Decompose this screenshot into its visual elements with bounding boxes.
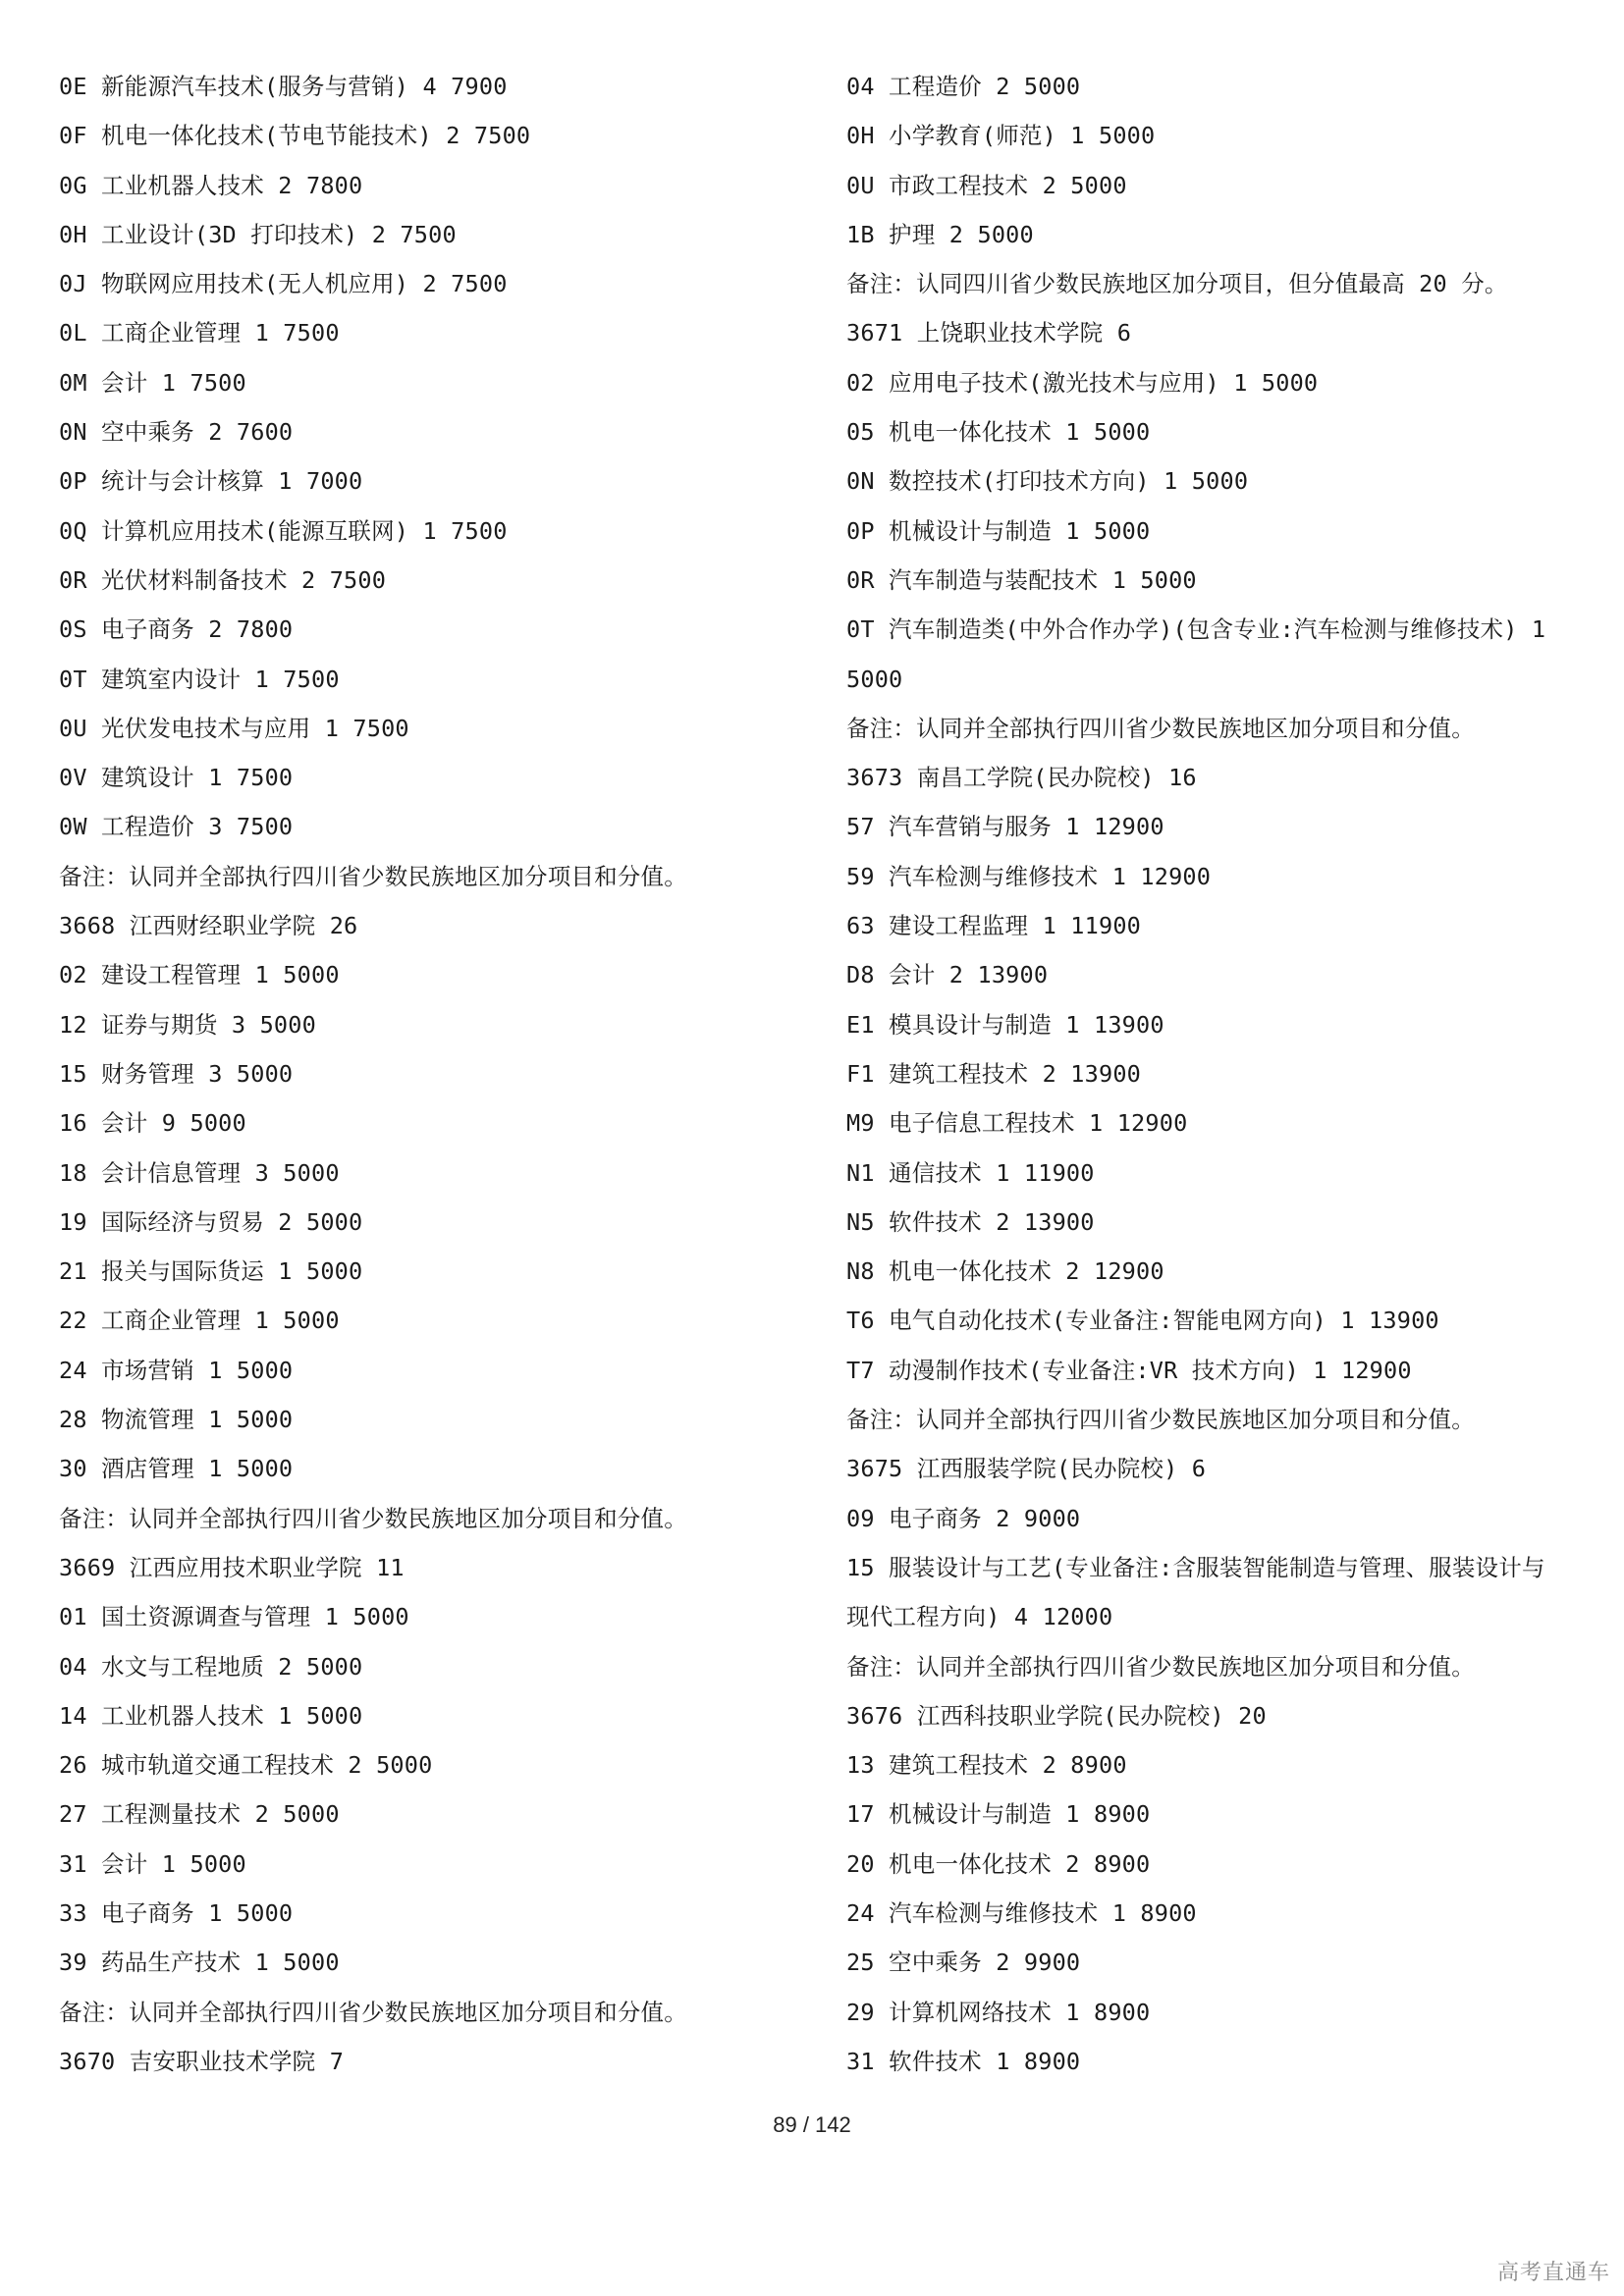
text-line: 01 国土资源调查与管理 1 5000 bbox=[59, 1603, 409, 1631]
text-line: 0H 小学教育(师范) 1 5000 bbox=[846, 122, 1156, 150]
text-line: N1 通信技术 1 11900 bbox=[846, 1158, 1095, 1187]
text-line: 27 工程测量技术 2 5000 bbox=[59, 1800, 340, 1829]
text-line: 3673 南昌工学院(民办院校) 16 bbox=[846, 764, 1197, 792]
text-line: 59 汽车检测与维修技术 1 12900 bbox=[846, 862, 1212, 890]
text-line: 0N 数控技术(打印技术方向) 1 5000 bbox=[846, 467, 1249, 496]
text-line: 25 空中乘务 2 9900 bbox=[846, 1949, 1081, 1977]
text-line: 28 物流管理 1 5000 bbox=[59, 1406, 294, 1434]
text-line: 0H 工业设计(3D 打印技术) 2 7500 bbox=[59, 220, 457, 248]
text-line: 63 建设工程监理 1 11900 bbox=[846, 912, 1142, 940]
text-line: 0U 市政工程技术 2 5000 bbox=[846, 171, 1127, 199]
text-line: N8 机电一体化技术 2 12900 bbox=[846, 1257, 1164, 1286]
text-line: 3675 江西服装学院(民办院校) 6 bbox=[846, 1455, 1207, 1483]
text-line: 0W 工程造价 3 7500 bbox=[59, 813, 294, 841]
text-line: 0E 新能源汽车技术(服务与营销) 4 7900 bbox=[59, 73, 508, 100]
text-line: 18 会计信息管理 3 5000 bbox=[59, 1158, 340, 1187]
text-line: 17 机械设计与制造 1 8900 bbox=[846, 1800, 1151, 1829]
text-line: 0R 光伏材料制备技术 2 7500 bbox=[59, 565, 387, 594]
text-line: 0Q 计算机应用技术(能源互联网) 1 7500 bbox=[59, 516, 508, 545]
page-number: 89 / 142 bbox=[773, 2112, 851, 2137]
text-line: 04 水文与工程地质 2 5000 bbox=[59, 1652, 363, 1681]
text-line: T6 电气自动化技术(专业备注:智能电网方向) 1 13900 bbox=[846, 1307, 1439, 1335]
text-line: N5 软件技术 2 13900 bbox=[846, 1207, 1095, 1236]
text-line: 备注：认同并全部执行四川省少数民族地区加分项目和分值。 bbox=[846, 1652, 1475, 1681]
text-line: 3670 吉安职业技术学院 7 bbox=[59, 2047, 345, 2075]
left-column bbox=[59, 62, 825, 2086]
text-line: 3671 上饶职业技术学院 6 bbox=[846, 319, 1132, 347]
text-line: 20 机电一体化技术 2 8900 bbox=[846, 1849, 1151, 1878]
text-line: 0P 机械设计与制造 1 5000 bbox=[846, 516, 1151, 545]
text-line: 5000 bbox=[846, 665, 903, 693]
watermark-text: 高考直通车 bbox=[1496, 2261, 1610, 2285]
text-line: 39 药品生产技术 1 5000 bbox=[59, 1949, 340, 1977]
text-line: 1B 护理 2 5000 bbox=[846, 220, 1034, 248]
text-line: 0G 工业机器人技术 2 7800 bbox=[59, 171, 363, 199]
text-line: 现代工程方向) 4 12000 bbox=[846, 1603, 1113, 1631]
text-line: 0V 建筑设计 1 7500 bbox=[59, 764, 294, 792]
text-line: 12 证券与期货 3 5000 bbox=[59, 1010, 316, 1039]
text-line: T7 动漫制作技术(专业备注:VR 技术方向) 1 12900 bbox=[846, 1356, 1412, 1384]
text-line: 0U 光伏发电技术与应用 1 7500 bbox=[59, 714, 409, 742]
text-line: 19 国际经济与贸易 2 5000 bbox=[59, 1207, 363, 1236]
text-line: 3676 江西科技职业学院(民办院校) 20 bbox=[846, 1701, 1267, 1730]
text-line: 26 城市轨道交通工程技术 2 5000 bbox=[59, 1751, 433, 1780]
text-line: 备注：认同四川省少数民族地区加分项目，但分值最高 20 分。 bbox=[846, 270, 1508, 298]
text-line: 29 计算机网络技术 1 8900 bbox=[846, 1998, 1151, 2026]
text-line: 14 工业机器人技术 1 5000 bbox=[59, 1701, 363, 1730]
text-line: 24 汽车检测与维修技术 1 8900 bbox=[846, 1898, 1197, 1927]
text-line: 0S 电子商务 2 7800 bbox=[59, 615, 294, 644]
text-line: 09 电子商务 2 9000 bbox=[846, 1504, 1081, 1532]
text-line: 31 软件技术 1 8900 bbox=[846, 2047, 1081, 2075]
text-line: 0M 会计 1 7500 bbox=[59, 368, 246, 397]
text-line: F1 建筑工程技术 2 13900 bbox=[846, 1059, 1142, 1088]
text-line: 0L 工商企业管理 1 7500 bbox=[59, 319, 340, 347]
text-line: 0P 统计与会计核算 1 7000 bbox=[59, 467, 363, 496]
text-line: 0T 汽车制造类(中外合作办学)(包含专业:汽车检测与维修技术) 1 bbox=[846, 615, 1546, 644]
right-column bbox=[846, 62, 1593, 2086]
text-line: 0F 机电一体化技术(节电节能技术) 2 7500 bbox=[59, 122, 531, 150]
text-line: 0T 建筑室内设计 1 7500 bbox=[59, 665, 340, 693]
text-line: 0R 汽车制造与装配技术 1 5000 bbox=[846, 565, 1197, 594]
text-line: 13 建筑工程技术 2 8900 bbox=[846, 1751, 1127, 1780]
text-line: 备注：认同并全部执行四川省少数民族地区加分项目和分值。 bbox=[846, 714, 1475, 742]
text-line: 备注：认同并全部执行四川省少数民族地区加分项目和分值。 bbox=[59, 862, 687, 890]
text-line: 15 服装设计与工艺(专业备注:含服装智能制造与管理、服装设计与 bbox=[846, 1553, 1545, 1581]
text-line: 21 报关与国际货运 1 5000 bbox=[59, 1257, 363, 1286]
text-line: 备注：认同并全部执行四川省少数民族地区加分项目和分值。 bbox=[59, 1998, 687, 2026]
text-line: 33 电子商务 1 5000 bbox=[59, 1898, 294, 1927]
text-line: 05 机电一体化技术 1 5000 bbox=[846, 418, 1151, 447]
text-line: 16 会计 9 5000 bbox=[59, 1109, 246, 1138]
text-line: 30 酒店管理 1 5000 bbox=[59, 1455, 294, 1483]
text-line: 04 工程造价 2 5000 bbox=[846, 73, 1081, 100]
text-line: 3668 江西财经职业学院 26 bbox=[59, 912, 358, 940]
text-line: 02 应用电子技术(激光技术与应用) 1 5000 bbox=[846, 368, 1319, 397]
text-line: 0N 空中乘务 2 7600 bbox=[59, 418, 294, 447]
text-line: 31 会计 1 5000 bbox=[59, 1849, 246, 1878]
text-line: M9 电子信息工程技术 1 12900 bbox=[846, 1109, 1188, 1138]
text-line: 15 财务管理 3 5000 bbox=[59, 1059, 294, 1088]
text-line: D8 会计 2 13900 bbox=[846, 961, 1049, 989]
text-line: 22 工商企业管理 1 5000 bbox=[59, 1307, 340, 1335]
text-line: 备注：认同并全部执行四川省少数民族地区加分项目和分值。 bbox=[59, 1504, 687, 1532]
text-line: 24 市场营销 1 5000 bbox=[59, 1356, 294, 1384]
text-line: 0J 物联网应用技术(无人机应用) 2 7500 bbox=[59, 270, 508, 298]
text-line: E1 模具设计与制造 1 13900 bbox=[846, 1010, 1164, 1039]
text-line: 备注：认同并全部执行四川省少数民族地区加分项目和分值。 bbox=[846, 1406, 1475, 1434]
text-line: 3669 江西应用技术职业学院 11 bbox=[59, 1553, 405, 1581]
text-line: 02 建设工程管理 1 5000 bbox=[59, 961, 340, 989]
text-line: 57 汽车营销与服务 1 12900 bbox=[846, 813, 1164, 841]
